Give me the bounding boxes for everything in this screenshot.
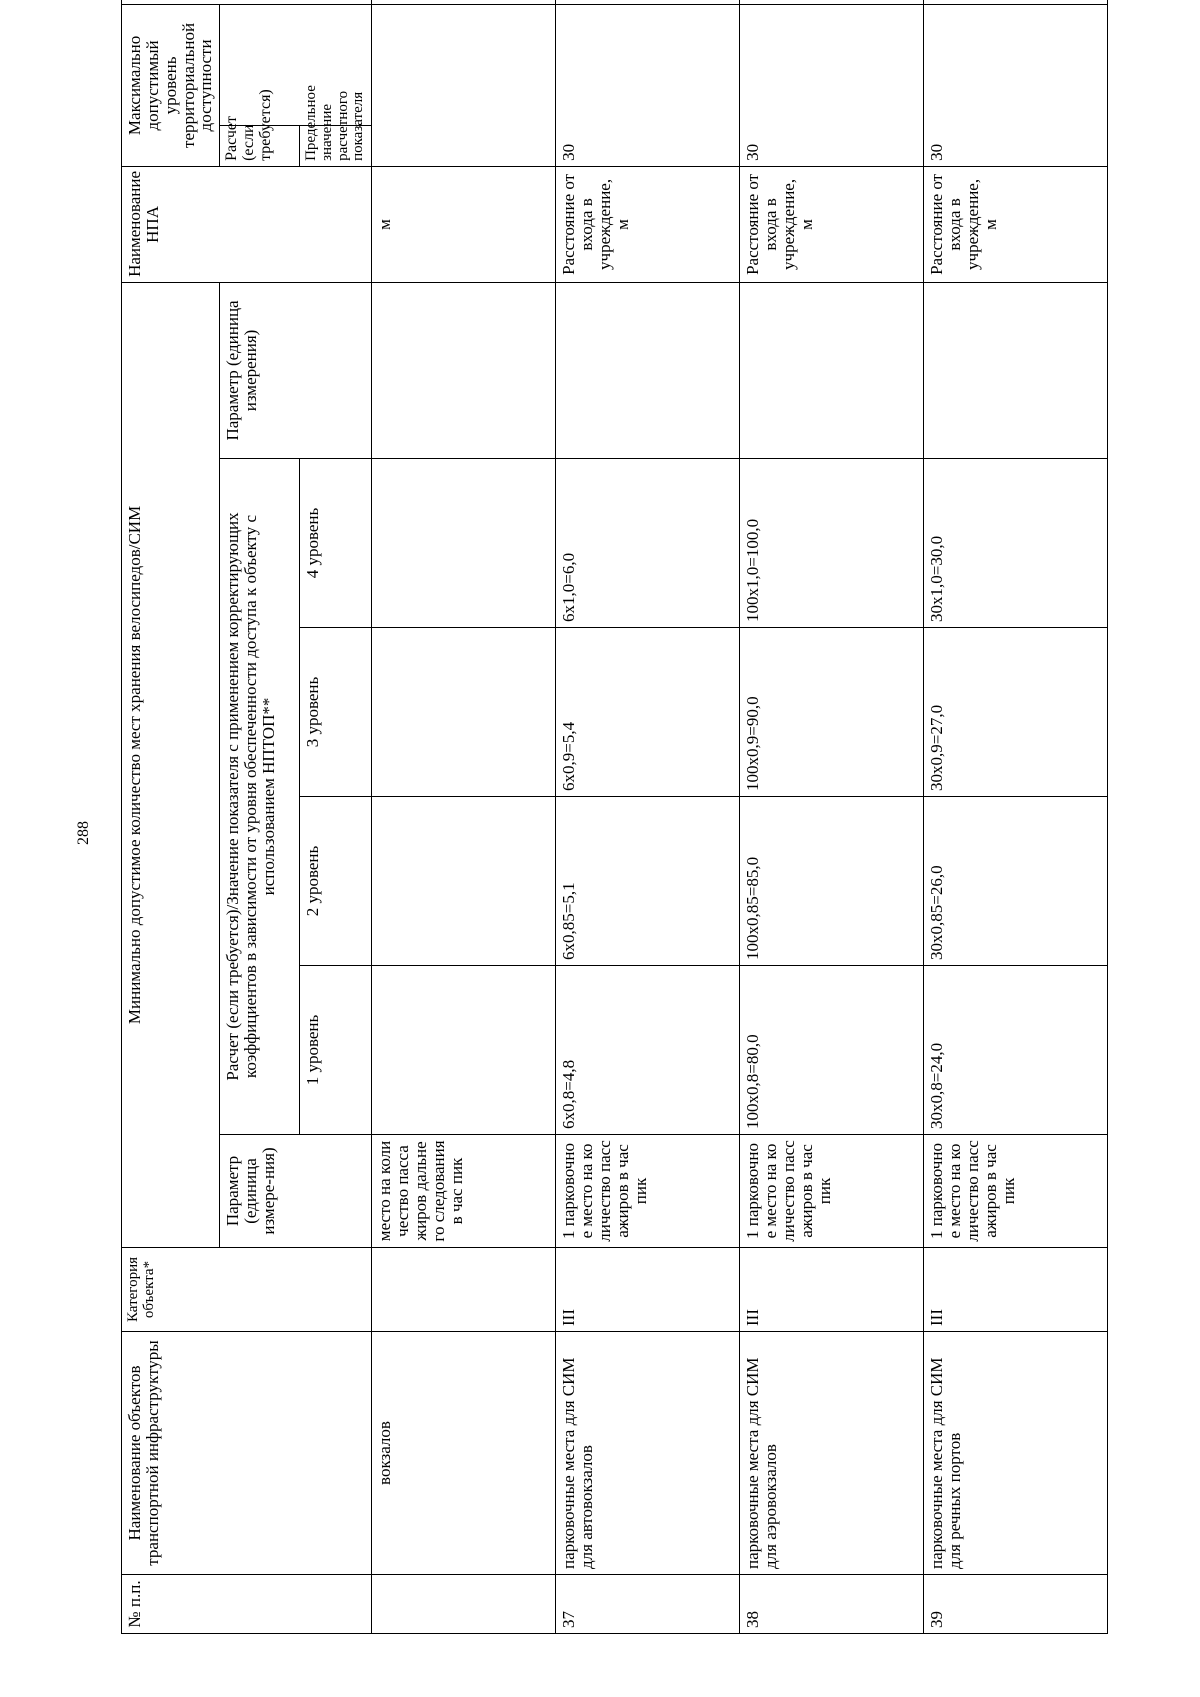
norms-table xyxy=(121,0,1108,1634)
row-level-4: 100x1,0=100,0 xyxy=(740,459,924,628)
row-npa-2 xyxy=(924,0,1108,4)
row-no: 37 xyxy=(556,1575,740,1634)
header-param: Параметр (единица измере-ния) xyxy=(220,1135,372,1248)
row-no xyxy=(372,1575,556,1634)
header-level-3: 3 уровень xyxy=(300,628,372,797)
header-level-4: 4 уровень xyxy=(300,459,372,628)
row-level-4: 6x1,0=6,0 xyxy=(556,459,740,628)
row-level-4: 30x1,0=30,0 xyxy=(924,459,1108,628)
header-npa-2 xyxy=(122,0,372,4)
row-level-2: 100x0,85=85,0 xyxy=(740,797,924,966)
header-level-1: 1 уровень xyxy=(300,966,372,1135)
row-limit: 30 xyxy=(740,4,924,166)
row-npa-1 xyxy=(924,282,1108,458)
row-level-2 xyxy=(372,797,556,966)
row-npa-1 xyxy=(372,282,556,458)
table-row xyxy=(372,0,556,1634)
row-object-name: вокзалов xyxy=(372,1332,556,1575)
rotated-table-wrapper xyxy=(121,22,1111,1634)
row-limit xyxy=(372,4,556,166)
row-category: III xyxy=(556,1248,740,1332)
page-number: 288 xyxy=(75,821,92,845)
table-row xyxy=(556,0,740,1634)
header-no: № п.п. xyxy=(122,1575,372,1634)
row-npa-2 xyxy=(556,0,740,4)
row-param: 1 парковочное место на количество пассажиров в час пик xyxy=(924,1135,1108,1248)
row-object-name: парковочные места для СИМ для аэровокзалов xyxy=(740,1332,924,1575)
row-param-2: Расстояние от входа в учреждение, м xyxy=(740,166,924,282)
row-limit: 30 xyxy=(556,4,740,166)
row-param-2: м xyxy=(372,166,556,282)
row-level-1 xyxy=(372,966,556,1135)
header-param-2: Параметр (единица измерения) xyxy=(220,282,372,458)
header-object-name: Наименование объектов транспортной инфраструктуры xyxy=(122,1332,372,1575)
row-npa-1 xyxy=(740,282,924,458)
row-level-3 xyxy=(372,628,556,797)
row-level-2: 6x0,85=5,1 xyxy=(556,797,740,966)
row-level-4 xyxy=(372,459,556,628)
row-limit: 30 xyxy=(924,4,1108,166)
row-level-1: 6x0,8=4,8 xyxy=(556,966,740,1135)
row-param: 1 парковочное место на количество пассажиров в час пик xyxy=(740,1135,924,1248)
header-limit-value: Предельное значение расчетного показателя xyxy=(300,125,372,166)
row-npa-1 xyxy=(556,282,740,458)
header-calc-levels: Расчет (если требуется)/Значение показателя с применением корректирующих коэффициентов в зависимости от уровня обеспеченности доступа к объекту с использованием НПТОП** xyxy=(220,459,300,1135)
row-category: III xyxy=(924,1248,1108,1332)
row-no: 39 xyxy=(924,1575,1108,1634)
row-object-name: парковочные места для СИМ для автовокзалов xyxy=(556,1332,740,1575)
row-param-2: Расстояние от входа в учреждение, м xyxy=(924,166,1108,282)
header-level-2: 2 уровень xyxy=(300,797,372,966)
row-level-1: 30x0,8=24,0 xyxy=(924,966,1108,1135)
header-max-access: Максимально допустимый уровень территориальной доступности xyxy=(122,4,220,166)
row-param: 1 парковочное место на количество пассажиров в час пик xyxy=(556,1135,740,1248)
row-npa-2 xyxy=(740,0,924,4)
row-level-3: 6x0,9=5,4 xyxy=(556,628,740,797)
header-npa-1: Наименование НПА xyxy=(122,166,372,282)
row-level-3: 30x0,9=27,0 xyxy=(924,628,1108,797)
row-param-2: Расстояние от входа в учреждение, м xyxy=(556,166,740,282)
header-category: Категория объекта* xyxy=(122,1248,372,1332)
header-min-places: Минимально допустимое количество мест хранения велосипедов/СИМ xyxy=(122,282,220,1247)
row-object-name: парковочные места для СИМ для речных портов xyxy=(924,1332,1108,1575)
row-level-2: 30x0,85=26,0 xyxy=(924,797,1108,966)
row-no: 38 xyxy=(740,1575,924,1634)
row-category xyxy=(372,1248,556,1332)
row-param: место на количество пассажиров дальнего следования в час пик xyxy=(372,1135,556,1248)
row-category: III xyxy=(740,1248,924,1332)
row-level-1: 100x0,8=80,0 xyxy=(740,966,924,1135)
table-row xyxy=(740,0,924,1634)
row-npa-2 xyxy=(372,0,556,4)
table-row xyxy=(924,0,1108,1634)
header-calc-2: Расчет (если требуется) xyxy=(220,125,300,166)
row-level-3: 100x0,9=90,0 xyxy=(740,628,924,797)
